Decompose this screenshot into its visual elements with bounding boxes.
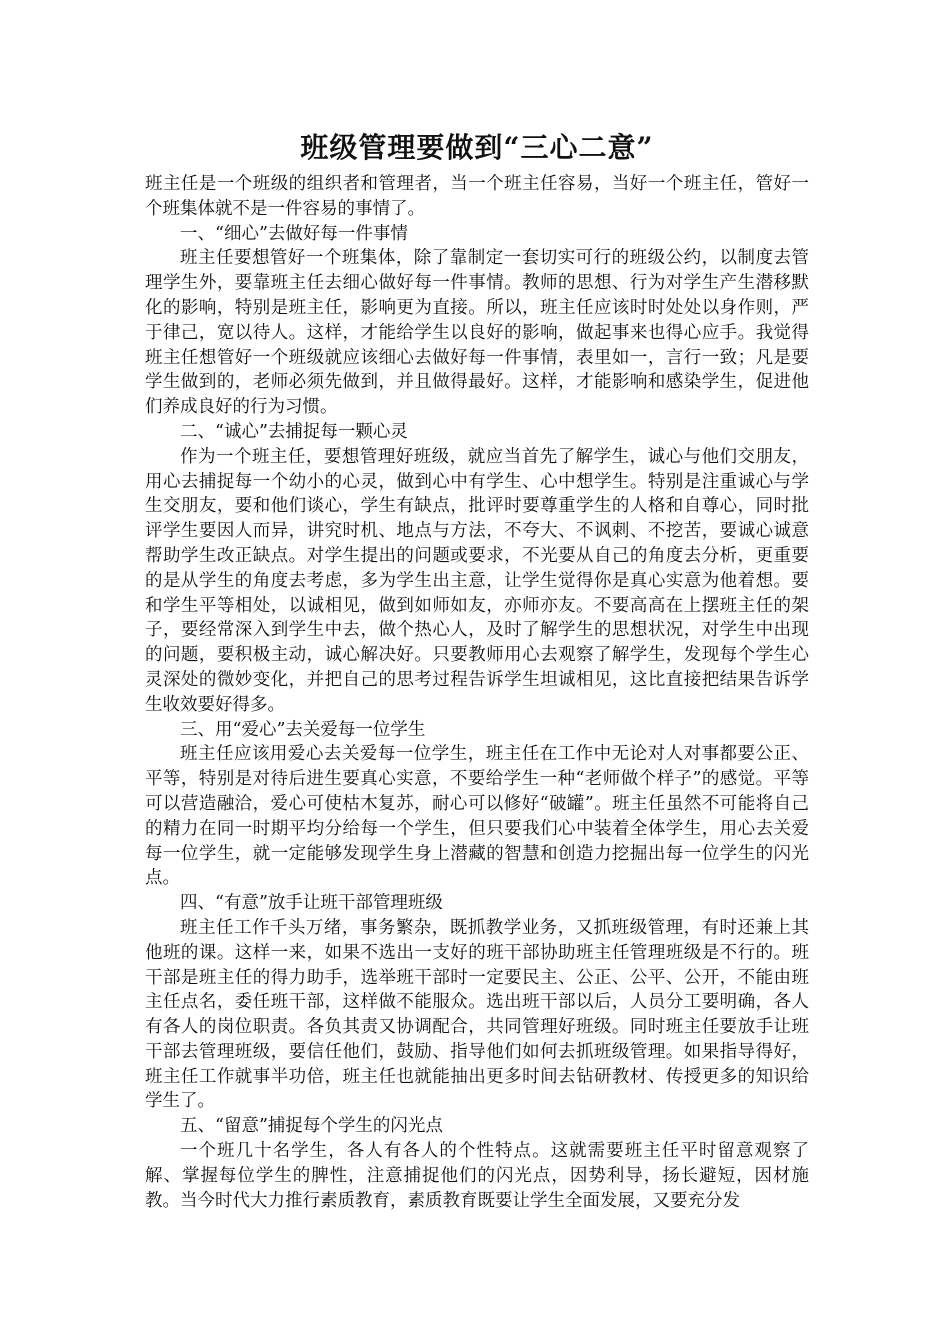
section-paragraph-3: 班主任应该用爱心去关爱每一位学生，班主任在工作中无论对人对事都要公正、平等，特别是对待后进生要真心实意，不要给学生一种“老师做个样子”的感觉。平等可以营造融洽，爱心可使枯木复苏，耐心可以修好“破罐”。班主任虽然不可能将自己的精力在同一时期平均分给每一个学生，但只要我们心中装着全体学生，用心去关爱每一位学生，就一定能够发现学生身上潜藏的智慧和创造力挖掘出每一位学生的闪光点。 — [145, 744, 809, 889]
section-heading-4: 四、“有意”放手让班干部管理班级 — [180, 893, 443, 914]
document-page — [145, 128, 809, 1213]
section-heading-3: 三、用“爱心”去关爱每一位学生 — [180, 719, 426, 740]
section-paragraph-4: 班主任工作千头万绪，事务繁杂，既抓教学业务，又抓班级管理，有时还兼上其他班的课。这样一来，如果不选出一支好的班干部协助班主任管理班级是不行的。班干部是班主任的得力助手，选举班干部时一定要民主、公正、公平、公开，不能由班主任点名，委任班干部，这样做不能服众。选出班干部以后，人员分工要明确，各人有各人的岗位职责。各负其责又协调配合，共同管理好班级。同时班主任要放手让班干部去管理班级，要信任他们，鼓励、指导他们如何去抓班级管理。如果指导得好，班主任工作就事半功倍，班主任也就能抽出更多时间去钻研教材、传授更多的知识给学生了。 — [145, 917, 809, 1112]
section-heading-5: 五、“留意”捕捉每个学生的闪光点 — [180, 1116, 443, 1137]
section-heading-1: 一、“细心”去做好每一件事情 — [180, 223, 408, 244]
section-paragraph-5: 一个班几十名学生，各人有各人的个性特点。这就需要班主任平时留意观察了解、掌握每位学生的脾性，注意捕捉他们的闪光点，因势利导，扬长避短，因材施教。当今时代大力推行素质教育，素质教育既要让学生全面发展，又要充分发 — [145, 1141, 809, 1211]
section-paragraph-2: 作为一个班主任，要想管理好班级，就应当首先了解学生，诚心与他们交朋友，用心去捕捉每一个幼小的心灵，做到心中有学生、心中想学生。特别是注重诚心与学生交朋友，要和他们谈心，学生有缺点，批评时要尊重学生的人格和自尊心，同时批评学生要因人而异，讲究时机、地点与方法，不夸大、不讽刺、不挖苦，要诚心诚意帮助学生改正缺点。对学生提出的问题或要求，不光要从自己的角度去分析，更重要的是从学生的角度去考虑，多为学生出主意，让学生觉得你是真心实意为他着想。要和学生平等相处，以诚相见，做到如师如友，亦师亦友。不要高高在上摆班主任的架子，要经常深入到学生中去，做个热心人，及时了解学生的思想状况，对学生中出现的问题，要积极主动，诚心解决好。只要教师用心去观察了解学生，发现每个学生心灵深处的微妙变化，并把自己的思考过程告诉学生坦诚相见，这比直接把结果告诉学生收效要好得多。 — [145, 446, 809, 715]
section-heading-2: 二、“诚心”去捕捉每一颗心灵 — [180, 421, 408, 442]
document-title: 班级管理要做到“三心二意” — [300, 131, 654, 164]
intro-paragraph: 班主任是一个班级的组织者和管理者，当一个班主任容易，当好一个班主任，管好一个班集体就不是一件容易的事情了。 — [145, 174, 809, 219]
section-paragraph-1: 班主任要想管好一个班集体，除了靠制定一套切实可行的班级公约，以制度去管理学生外，要靠班主任去细心做好每一件事情。教师的思想、行为对学生产生潜移默化的影响，特别是班主任，影响更为直接。所以，班主任应该时时处处以身作则，严于律己，宽以待人。这样，才能给学生以良好的影响，做起事来也得心应手。我觉得班主任想管好一个班级就应该细心去做好每一件事情，表里如一，言行一致；凡是要学生做到的，老师必须先做到，并且做得最好。这样，才能影响和感染学生，促进他们养成良好的行为习惯。 — [145, 248, 809, 418]
document-body — [145, 172, 809, 1213]
